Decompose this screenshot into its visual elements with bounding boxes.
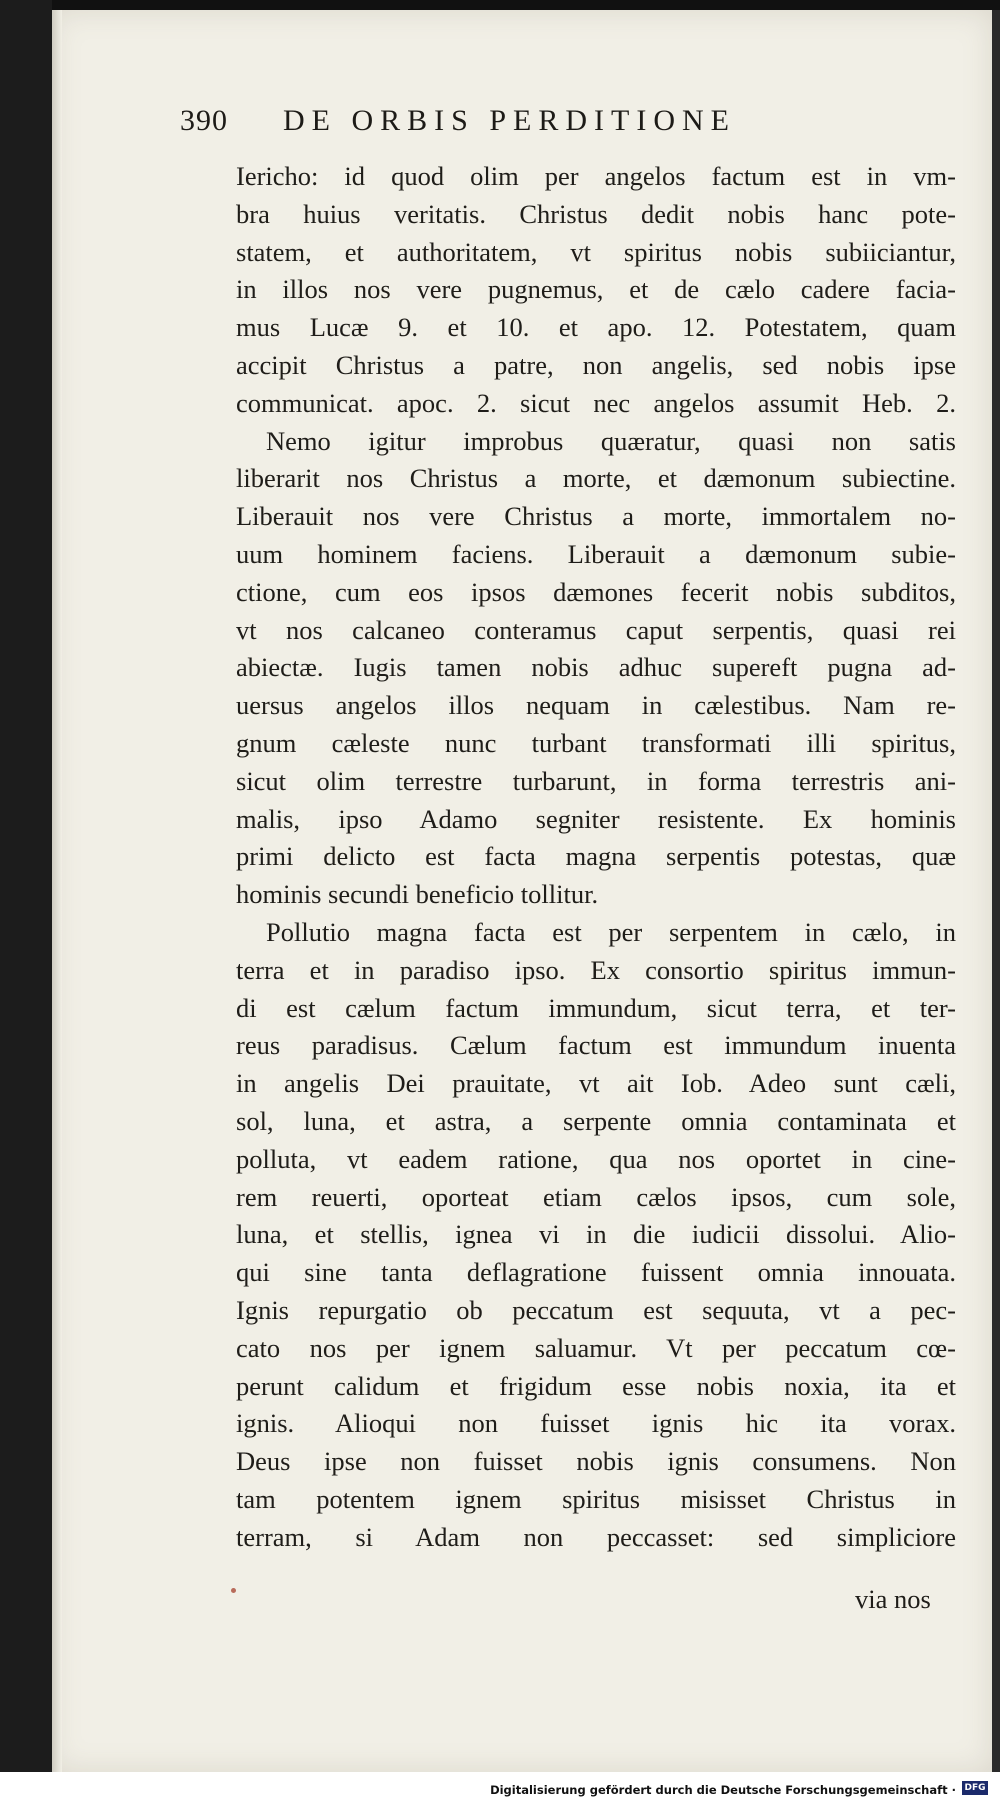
page-header	[180, 104, 880, 150]
text-line: qui sine tanta deflagratione fuissent omnia innouata.	[236, 1257, 956, 1288]
text-line: accipit Christus a patre, non angelis, sed nobis ipse	[236, 349, 956, 380]
text-line: Nemo igitur improbus quæratur, quasi non satis	[266, 425, 956, 456]
text-line: hominis secundi beneficio tollitur.	[236, 879, 599, 910]
digitization-credit: Digitalisierung gefördert durch die Deutsche Forschungsgemeinschaft ·	[490, 1783, 956, 1797]
scan-border-left	[0, 0, 52, 1803]
running-title: DE ORBIS PERDITIONE	[283, 104, 736, 137]
text-line: statem, et authoritatem, vt spiritus nobis subiiciantur,	[236, 236, 956, 267]
text-line: rem reuerti, oporteat etiam cælos ipsos, cum sole,	[236, 1181, 956, 1212]
text-line: primi delicto est facta magna serpentis potestas, quæ	[236, 841, 956, 872]
text-line: vt nos calcaneo conteramus caput serpentis, quasi rei	[236, 614, 956, 645]
text-line: terram, si Adam non peccasset: sed simpliciore	[236, 1521, 956, 1552]
text-line: in angelis Dei prauitate, vt ait Iob. Adeo sunt cæli,	[236, 1068, 956, 1099]
scan-border-top	[0, 0, 1000, 10]
text-line: cato nos per ignem saluamur. Vt per peccatum cœ-	[236, 1332, 956, 1363]
text-line: terra et in paradiso ipso. Ex consortio spiritus immun-	[236, 954, 956, 985]
text-line: ctione, cum eos ipsos dæmones fecerit nobis subditos,	[236, 576, 956, 607]
text-line: uersus angelos illos nequam in cælestibus. Nam re-	[236, 690, 956, 721]
body-text	[236, 158, 956, 1556]
text-line: Liberauit nos vere Christus a morte, immortalem no-	[236, 501, 956, 532]
text-line: di est cælum factum immundum, sicut terra, et ter-	[236, 992, 956, 1023]
text-line: bra huius veritatis. Christus dedit nobis hanc pote-	[236, 198, 956, 229]
text-line: abiectæ. Iugis tamen nobis adhuc supereft pugna ad-	[236, 652, 956, 683]
text-line: mus Lucæ 9. et 10. et apo. 12. Potestatem, quam	[236, 312, 956, 343]
text-line: in illos nos vere pugnemus, et de cælo cadere facia-	[236, 274, 956, 305]
text-line: sol, luna, et astra, a serpente omnia contaminata et	[236, 1105, 956, 1136]
text-line: Pollutio magna facta est per serpentem in cælo, in	[266, 916, 956, 947]
text-line: reus paradisus. Cælum factum est immundum inuenta	[236, 1030, 956, 1061]
page-gutter-shadow	[52, 10, 62, 1772]
text-line: uum hominem faciens. Liberauit a dæmonum subie-	[236, 538, 956, 569]
text-line: Ignis repurgatio ob peccatum est sequuta, vt a pec-	[236, 1294, 956, 1325]
ink-speck	[231, 1588, 236, 1593]
text-line: tam potentem ignem spiritus misisset Christus in	[236, 1483, 956, 1514]
text-line: communicat. apoc. 2. sicut nec angelos assumit Heb. 2.	[236, 387, 956, 418]
text-line: ignis. Alioqui non fuisset ignis hic ita vorax.	[236, 1408, 956, 1439]
text-line: sicut olim terrestre turbarunt, in forma terrestris ani-	[236, 765, 956, 796]
text-line: Iericho: id quod olim per angelos factum est in vm-	[236, 161, 956, 191]
scan-border-right	[992, 10, 1000, 1772]
text-line: liberarit nos Christus a morte, et dæmonum subiectine.	[236, 463, 956, 494]
text-line: polluta, vt eadem ratione, qua nos oportet in cine-	[236, 1143, 956, 1174]
text-line: perunt calidum et frigidum esse nobis noxia, ita et	[236, 1370, 956, 1401]
text-line: gnum cæleste nunc turbant transformati illi spiritus,	[236, 727, 956, 758]
text-line: malis, ipso Adamo segniter resistente. Ex hominis	[236, 803, 956, 834]
catchword: via nos	[855, 1584, 931, 1614]
text-line: Deus ipse non fuisset nobis ignis consumens. Non	[236, 1446, 956, 1477]
text-line: luna, et stellis, ignea vi in die iudicii dissolui. Alio-	[236, 1219, 956, 1250]
page-number: 390	[180, 104, 228, 137]
dfg-logo-icon: DFG	[962, 1781, 988, 1795]
